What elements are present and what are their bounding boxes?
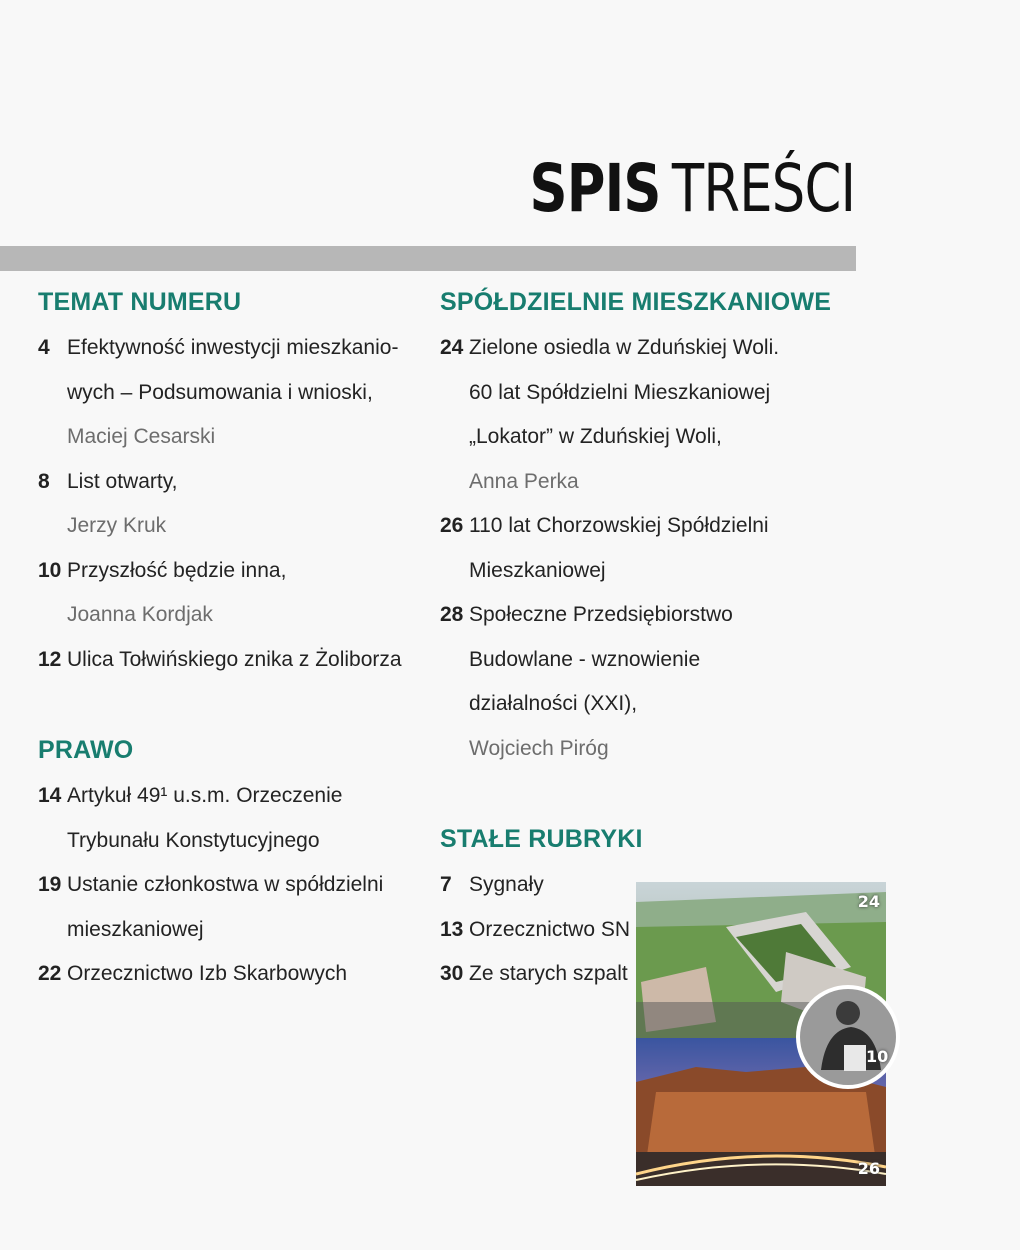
page-number: 26 [440,514,464,537]
entry-title: Mieszkaniowej [469,558,606,582]
entry-title: Budowlane - wznowienie [469,647,701,671]
page-number: 10 [38,558,62,582]
section-title: PRAWO [38,736,134,764]
toc-entry[interactable] [440,508,860,597]
photo-badge-26: 26 [857,1159,880,1178]
entry-title: Artykuł 49¹ u.s.m. Orzeczenie [67,784,343,807]
page-number: 28 [440,603,464,626]
section-spoldzielnie-mieszkaniowe [440,282,860,775]
toc-entry[interactable] [440,597,860,775]
page-number: 22 [38,962,62,985]
entry-title: Orzecznictwo Izb Skarbowych [67,962,348,985]
entry-title: Trybunału Konstytucyjnego [67,828,320,852]
section-temat-numeru [38,282,418,686]
entry-title: wych – Podsumowania i wnioski, [67,380,373,404]
entry-title: Ustanie członkostwa w spółdzielni [67,873,384,896]
portrait-image [796,985,900,1089]
page-number: 30 [440,962,464,985]
section-title: TEMAT NUMERU [38,288,242,316]
portrait-circle [796,985,900,1089]
section-prawo [38,730,418,1001]
toc-entry[interactable] [38,642,418,687]
entry-author: Joanna Kordjak [67,603,213,626]
page-number: 7 [440,873,452,896]
page-number: 13 [440,917,464,941]
entry-title: Społeczne Przedsiębiorstwo [469,603,733,626]
toc-entry[interactable] [38,778,418,867]
toc-entry[interactable] [38,956,418,1001]
title-light: TREŚCI [671,150,855,227]
entry-title: Ulica Tołwińskiego znika z Żoliborza [67,647,402,671]
toc-entry[interactable] [38,464,418,553]
page-number: 14 [38,784,62,807]
left-column [38,282,418,1001]
entry-title: List otwarty, [67,469,178,493]
entry-author: Jerzy Kruk [67,514,167,537]
title-bold: SPIS [529,150,661,227]
entry-title: Sygnały [469,873,544,896]
photo-badge-24: 24 [857,892,880,911]
toc-entry[interactable] [38,867,418,956]
toc-entry[interactable] [38,553,418,642]
page-number: 4 [38,336,50,359]
entry-title: 60 lat Spółdzielni Mieszkaniowej [469,380,771,404]
entry-author: Anna Perka [469,469,579,493]
entry-author: Maciej Cesarski [67,425,216,448]
section-title: STAŁE RUBRYKI [440,825,643,853]
entry-title: „Lokator” w Zduńskiej Woli, [469,425,722,448]
entry-title: Ze starych szpalt [469,962,628,985]
entry-title: działalności (XXI), [469,692,638,715]
entry-title: Zielone osiedla w Zduńskiej Woli. [469,336,780,359]
entry-title: mieszkaniowej [67,917,204,941]
entry-title: Efektywność inwestycji mieszkanio- [67,336,399,359]
page-number: 12 [38,647,62,671]
entry-title: Orzecznictwo SN [469,917,631,941]
page-number: 19 [38,873,62,896]
toc-entry[interactable] [38,330,418,464]
photo-badge-10: 10 [866,1047,889,1066]
section-title: SPÓŁDZIELNIE MIESZKANIOWE [440,288,832,316]
entry-title: 110 lat Chorzowskiej Spółdzielni [469,514,769,537]
header-rule [0,246,856,271]
entry-author: Wojciech Piróg [469,736,609,760]
entry-title: Przyszłość będzie inna, [67,558,287,582]
page-number: 8 [38,469,50,493]
page-title [529,150,855,227]
page-number: 24 [440,336,464,359]
toc-entry[interactable] [440,330,860,508]
